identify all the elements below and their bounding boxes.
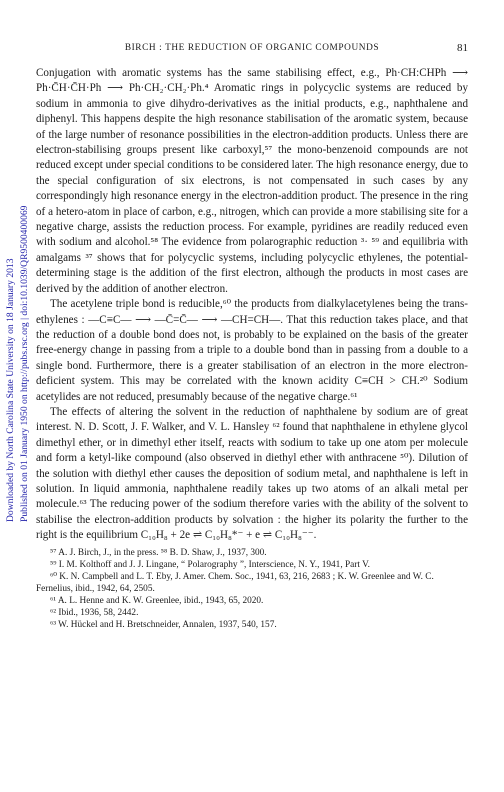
footnote: ⁶² Ibid., 1936, 58, 2442. <box>50 607 139 618</box>
footnote: ⁵⁹ I. M. Kolthoff and J. J. Lingane, “ Polarography ”, Interscience, N. Y., 1941, Part V. <box>50 559 370 570</box>
download-notice[interactable]: Downloaded by North Carolina State University on 18 January 2013 <box>5 258 16 522</box>
running-head: BIRCH : THE REDUCTION OF ORGANIC COMPOUNDS <box>124 43 380 53</box>
page-number: 81 <box>457 42 468 54</box>
paragraph-acetylene: The acetylene triple bond is reducible,⁶⁰ the products from dialkylacetylenes being the trans-ethylenes : —C≡C— ⟶ —C̄=C̄— ⟶ —CH=CH—. That this reduction takes place, and that the reduction of a double bond does not, is probably to be explained on the basis of the greater free-energy change in passing from a triple to a double bond than in passing from a double to a single bond. Furthermore, there is a greater stabilisation of an electron in the more electron-deficient system. This may be correlated with the known acidity C≡CH > CH.²⁰ Sodium acetylides are not reduced, presumably because of the negative charge.⁶¹ <box>36 298 468 403</box>
page-header <box>36 42 468 56</box>
footnote: ⁶³ W. Hückel and H. Bretschneider, Annalen, 1937, 540, 157. <box>50 619 277 630</box>
publication-notice[interactable]: Published on 01 January 1950 on http://pubs.rsc.org | doi:10.1039/QR9500400069 <box>19 205 30 522</box>
footnotes <box>36 547 468 631</box>
paragraph-conjugation: Conjugation with aromatic systems has the same stabilising effect, e.g., Ph·CH:CHPh ⟶ Ph·C̄H·C̄H·Ph ⟶ Ph·CH₂·CH₂·Ph.⁴ Aromatic rings in polycyclic systems are reduced by sodium in ammonia to give dihydro-derivatives as the initial products, e.g., naphthalene and diphenyl. This happens despite the high resonance stabilisation of the aromatic system, because of the large number of resonance possibilities in the electron-addition products. Unless there are electron-stabilising groups present like carboxyl,⁵⁷ the mono-benzenoid compounds are not reduced except under special conditions to be considered later. The high resonance energy, due to the special configuration of six electrons, is not compensated in such cases by any correspondingly high resonance energy in the electron-addition product. The presence in the ring of a hetero-atom in place of carbon, e.g., nitrogen, which can provide a more stabilising site for a negative charge, assists the reduction process. For example, pyridines are readily reduced even with sodium and alcohol.⁵⁸ The evidence from polarographic reduction ³· ⁵⁹ and equilibria with amalgams ³⁷ shows that for polycyclic systems, including polycyclic ethylenes, the potential-determining stage is the addition of the first electron, although the products in most cases are derived by the addition of another electron. <box>36 67 468 295</box>
footnote: ⁶⁰ K. N. Campbell and L. T. Eby, J. Amer. Chem. Soc., 1941, 63, 216, 2683 ; K. W. Greenlee and W. C. Fernelius, ibid., 1942, 64, 2505. <box>36 571 434 594</box>
article-body <box>36 66 468 631</box>
footnote: ⁶¹ A. L. Henne and K. W. Greenlee, ibid., 1943, 65, 2020. <box>50 595 264 606</box>
download-watermark <box>2 0 32 792</box>
paragraph-solvent-effects: The effects of altering the solvent in the reduction of naphthalene by sodium are of great interest. N. D. Scott, J. F. Walker, and V. L. Hansley ⁶² found that naphthalene in ethylene glycol dimethyl ether, or in dimethyl ether itself, reacts with sodium to take up one atom per molecule and form a ketyl-like compound (also observed in diethyl ether with anthracene ⁵⁰). Dilution of the solution with diethyl ether causes the deposition of sodium metal, and naphthalene is left in solution. In liquid ammonia, naphthalene readily takes up two atoms of an alkali metal per molecule.⁶³ The reducing power of the sodium therefore varies with the ability of the solvent to stabilise the electron-addition products by solvation : the higher its polarity the further to the right is the equilibrium C₁₀H₈ + 2e ⇌ C₁₀H₈*⁻ + e ⇌ C₁₀H₈⁻⁻. <box>36 405 468 542</box>
footnote: ⁵⁷ A. J. Birch, J., in the press. ⁵⁸ B. D. Shaw, J., 1937, 300. <box>50 547 267 558</box>
